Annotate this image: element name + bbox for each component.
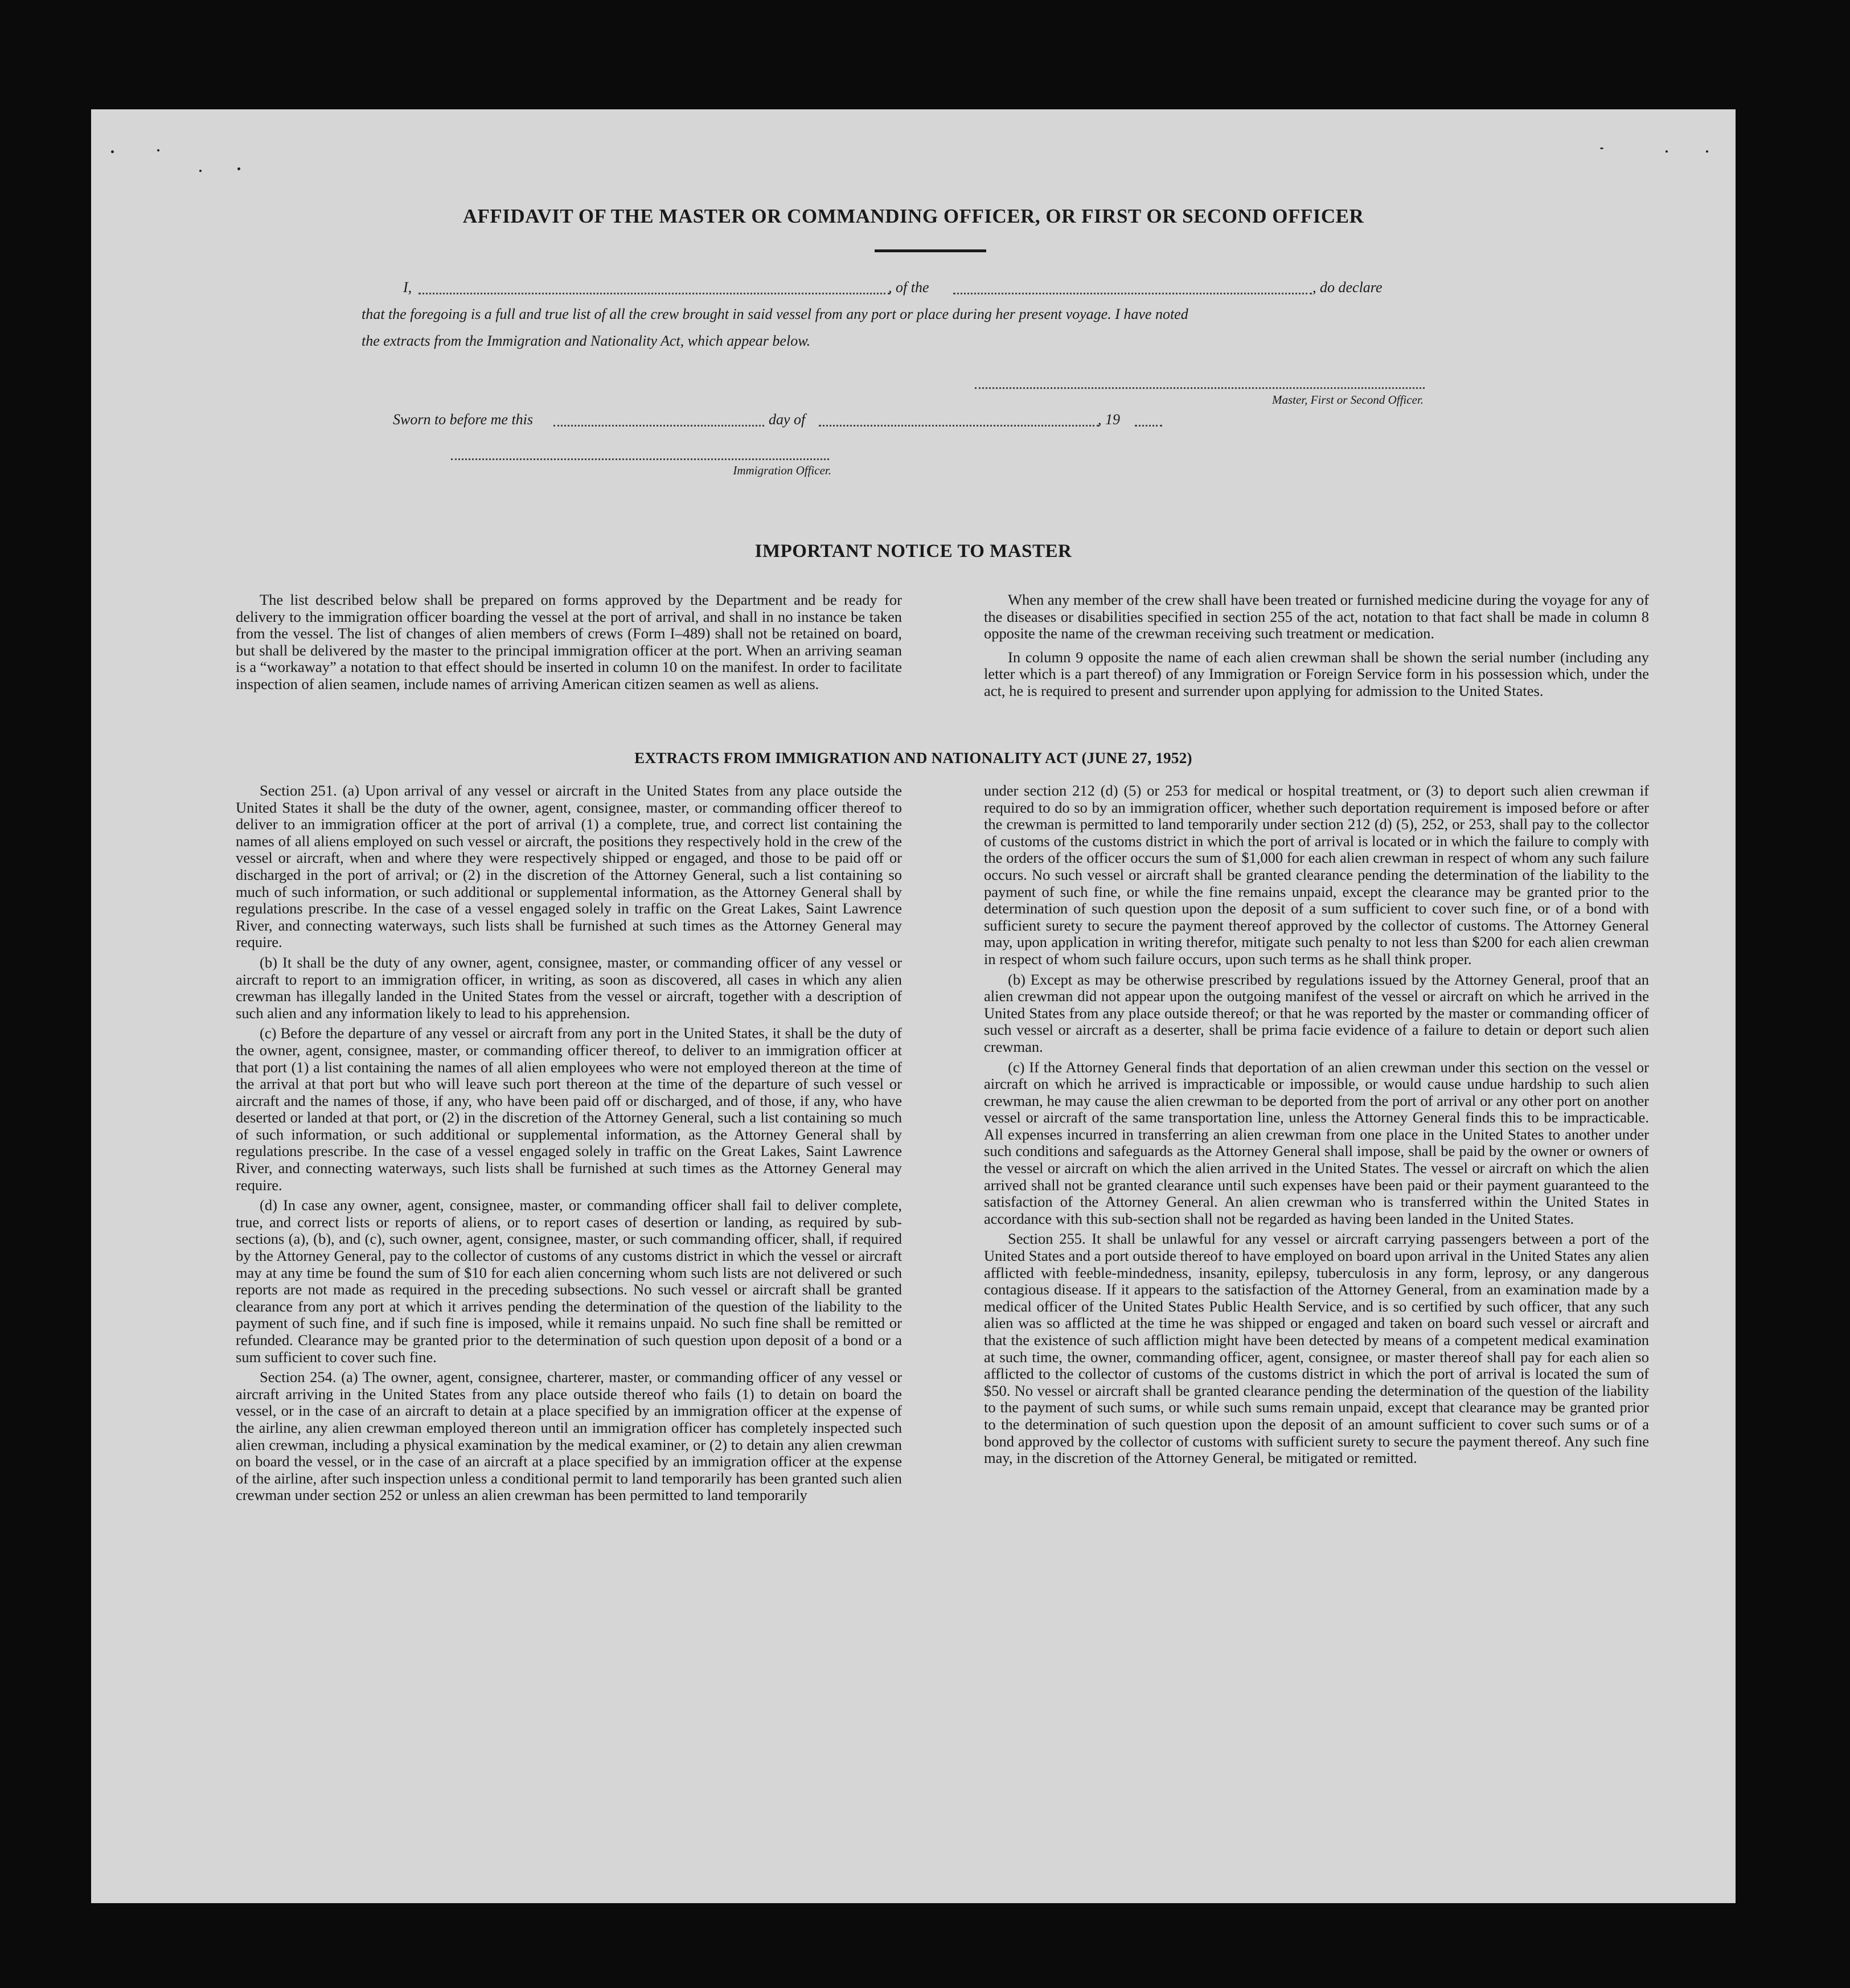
declare-line-1: that the foregoing is a full and true list of all the crew brought in said vessel from any port or place during her present voyage. I have noted — [362, 306, 1188, 322]
section-254-a: Section 254. (a) The owner, agent, consignee, charterer, master, or commanding officer of any vessel or aircraft arriving in the United States from any place outside thereof who fails (1) to detain on board the vessel, or in the case of an aircraft to detain at a place specified by an immigration officer at the expense of the airline, any alien crewman employed thereon until an immigration officer has completely inspected such alien crewman, including a physical examination by the medical examiner, or (2) to detain any alien crewman on board the vessel, or in the case of an aircraft at a place specified by an immigration officer at the expense of the airline, after such inspection unless a conditional permit to land temporarily has been granted such alien crewman under section 252 or unless an alien crewman has been permitted to land temporarily — [236, 1368, 902, 1504]
vessel-name-field[interactable] — [953, 293, 1312, 294]
notice-left-paragraph: The list described below shall be prepared on forms approved by the Department and be ready for delivery to the immigration officer boarding the vessel at the port of arrival, and shall in no instance be taken from the vessel. The list of changes of alien members of crews (Form I–489) shall not be retained on board, but shall be delivered by the master to the principal immigration officer at the port. When an arriving seaman is a “workaway” a notation to that effect should be inserted in column 10 on the manifest. In order to facilitate inspection of alien seamen, include names of arriving American citizen seamen as well as aliens. — [236, 591, 902, 692]
sworn-month-field[interactable] — [819, 425, 1099, 427]
declare-i: I, — [403, 279, 412, 296]
affidavit-title: AFFIDAVIT OF THE MASTER OR COMMANDING OFFICER, OR FIRST OR SECOND OFFICER — [462, 205, 1364, 227]
sworn-day-field[interactable] — [553, 425, 764, 427]
sworn-year-prefix: , 19 — [1098, 411, 1120, 428]
sworn-prefix: Sworn to before me this — [393, 411, 534, 428]
document-page — [91, 109, 1736, 1903]
sworn-year-field[interactable] — [1135, 425, 1162, 427]
notice-left-column — [236, 592, 902, 693]
notice-right-paragraph-2: In column 9 opposite the name of each alien crewman shall be shown the serial number (including any letter which is a part thereof) of any Immigration or Foreign Service form in his possession which, under the act, he is required to present and surrender upon applying for admission to the United States. — [984, 648, 1649, 699]
declare-line-2: the extracts from the Immigration and Nationality Act, which appear below. — [362, 333, 811, 349]
master-signature-line[interactable] — [975, 387, 1425, 389]
notice-title: IMPORTANT NOTICE TO MASTER — [754, 541, 1072, 561]
declarant-name-field[interactable] — [419, 293, 890, 294]
notice-right-paragraph-1: When any member of the crew shall have been treated or furnished medicine during the voyage for any of the diseases or disabilities specified in section 255 of the act, notation to that fact shall be made in column 8 opposite the name of the crewman receiving such treatment or medication. — [984, 591, 1649, 642]
notice-right-column — [984, 592, 1649, 700]
section-251-a: Section 251. (a) Upon arrival of any vessel or aircraft in the United States from any place outside the United States it shall be the duty of the owner, agent, consignee, master, or commanding officer thereof to deliver to an immigration officer at the port of arrival (1) a complete, true, and correct list containing the names of all aliens employed on such vessel or aircraft, the positions they respectively hold in the crew of the vessel or aircraft, when and where they were respectively shipped or engaged, and those to be paid off or discharged in the port of arrival; or (2) in the discretion of the Attorney General, such a list containing so much of such information, or such additional or supplemental information, as the Attorney General shall by regulations prescribe. In the case of a vessel engaged solely in traffic on the Great Lakes, Saint Lawrence River, and connecting waterways, such lists shall be furnished at such times as the Attorney General may require. — [236, 782, 902, 951]
immigration-officer-label: Immigration Officer. — [733, 464, 831, 477]
section-255: Section 255. It shall be unlawful for any vessel or aircraft carrying passengers between a port of the United States and a port outside thereof to have employed on board upon arrival in the United States any alien afflicted with feeble-mindedness, insanity, epilepsy, tuberculosis in any form, leprosy, or any dangerous contagious disease. If it appears to the satisfaction of the Attorney General, from an examination made by a medical officer of the United States Public Health Service, and is so certified by such officer, that any such alien was so afflicted at the time he was shipped or engaged and taken on board such vessel or aircraft and that the existence of such affliction might have been detected by means of a competent medical examination at such time, the owner, commanding officer, agent, consignee, or master thereof shall pay for each alien so afflicted to the collector of customs of the customs district in which the port of arrival is located the sum of $50. No vessel or aircraft shall be granted clearance pending the determination of the question of the liability to the payment of such sums, or while such sums remain unpaid, except that clearance may be granted prior to the determination of such question upon the deposit of an amount sufficient to cover such sums or of a bond approved by the collector of customs with sufficient surety to secure the payment thereof. Any such fine may, in the discretion of the Attorney General, be mitigated or remitted. — [984, 1230, 1649, 1467]
section-251-b: (b) It shall be the duty of any owner, agent, consignee, master, or commanding officer of any vessel or aircraft to report to an immigration officer, in writing, as soon as discovered, all cases in which any alien crewman has illegally landed in the United States from the vessel or aircraft, together with a description of such alien and any information likely to lead to his apprehension. — [236, 953, 902, 1022]
section-251-d: (d) In case any owner, agent, consignee, master, or commanding officer shall fail to deliver complete, true, and correct lists or reports of aliens, or to report cases of desertion or landing, as required by sub-sections (a), (b), and (c), such owner, agent, consignee, master, or such commanding officer, shall, if required by the Attorney General, pay to the collector of customs of any customs district in which the vessel or aircraft may at any time be found the sum of $10 for each alien concerning whom such lists are not delivered or such reports are not made as required in the preceding subsections. No such vessel or aircraft shall be granted clearance from any port at which it arrives pending the determination of the question of the liability to the payment of such fine, and if such fine is imposed, while it remains unpaid. No such fine shall be remitted or refunded. Clearance may be granted prior to the determination of such question upon deposit of a bond or a sum sufficient to cover such fine. — [236, 1196, 902, 1366]
section-254-a-continued: under section 212 (d) (5) or 253 for medical or hospital treatment, or (3) to deport such alien crewman if required to do so by an immigration officer, whether such deportation requirement is imposed before or after the crewman is permitted to land temporarily under section 212 (d) (5), 252, or 253, shall pay to the collector of customs of the customs district in which the port of arrival is located or in which the failure to comply with the orders of the officer occurs the sum of $1,000 for each alien crewman in respect of whom any such failure occurs. No such vessel or aircraft shall be granted clearance pending the determination of the liability to the payment of such fine, or while the fine remains unpaid, except the clearance may be granted prior to the determination of such question upon the deposit of a sum sufficient to cover such fine, or of a bond with sufficient surety to secure the payment thereof approved by the collector of customs. The Attorney General may, upon application in writing therefor, mitigate such penalty to not less than $200 for each alien crewman in respect of whom such failure occurs, upon such terms as he shall think proper. — [984, 782, 1649, 968]
section-251-c: (c) Before the departure of any vessel or aircraft from any port in the United States, it shall be the duty of the owner, agent, consignee, master, or commanding officer thereof, to deliver to an immigration officer at that port (1) a list containing the names of all alien employees who were not employed thereon at the time of the arrival at that port but who will leave such port thereon at the time of the departure of such vessel or aircraft and the names of those, if any, who have been paid off or discharged, and of those, if any, who have deserted or landed at that port, or (2) in the discretion of the Attorney General, such a list containing so much of such information, or such additional or supplemental information, as the Attorney General shall by regulations prescribe. In the case of a vessel engaged solely in traffic on the Great Lakes, Saint Lawrence River, and connecting waterways, such lists shall be furnished at such times as the Attorney General may require. — [236, 1024, 902, 1194]
section-254-c: (c) If the Attorney General finds that deportation of an alien crewman under this section on the vessel or aircraft on which he arrived is impracticable or impossible, or would cause undue hardship to such alien crewman, he may cause the alien crewman to be deported from the port of arrival or any other port on another vessel or aircraft of the same transportation line, unless the Attorney General finds this to be impracticable. All expenses incurred in transferring an alien crewman from one place in the United States to another under such conditions and safeguards as the Attorney General shall impose, shall be paid by the owner or owners of the vessel or aircraft on which the alien arrived in the United States. The vessel or aircraft on which the alien arrived shall not be granted clearance until such expenses have been paid or their payment guaranteed to the satisfaction of the Attorney General. An alien crewman who is transferred within the United States in accordance with this sub-section shall not be regarded as having been landed in the United States. — [984, 1058, 1649, 1227]
master-signature-label: Master, First or Second Officer. — [1272, 393, 1424, 407]
declare-do-declare: , do declare — [1312, 279, 1383, 296]
extracts-title: EXTRACTS FROM IMMIGRATION AND NATIONALITY ACT (JUNE 27, 1952) — [634, 749, 1192, 766]
declare-of-the: , of the — [888, 279, 929, 296]
sworn-day-of: day of — [769, 411, 806, 428]
immigration-officer-signature-line[interactable] — [451, 458, 829, 460]
extracts-left-column — [236, 782, 902, 1504]
section-254-b: (b) Except as may be otherwise prescribed by regulations issued by the Attorney General, proof that an alien crewman did not appear upon the outgoing manifest of the vessel or aircraft on which he arrived in the United States from any place outside thereof; or that he was reported by the master or commanding officer of such vessel or aircraft as a deserter, shall be prima facie evidence of a failure to detain or deport such alien crewman. — [984, 970, 1649, 1055]
title-divider — [875, 249, 986, 252]
extracts-right-column — [984, 782, 1649, 1467]
